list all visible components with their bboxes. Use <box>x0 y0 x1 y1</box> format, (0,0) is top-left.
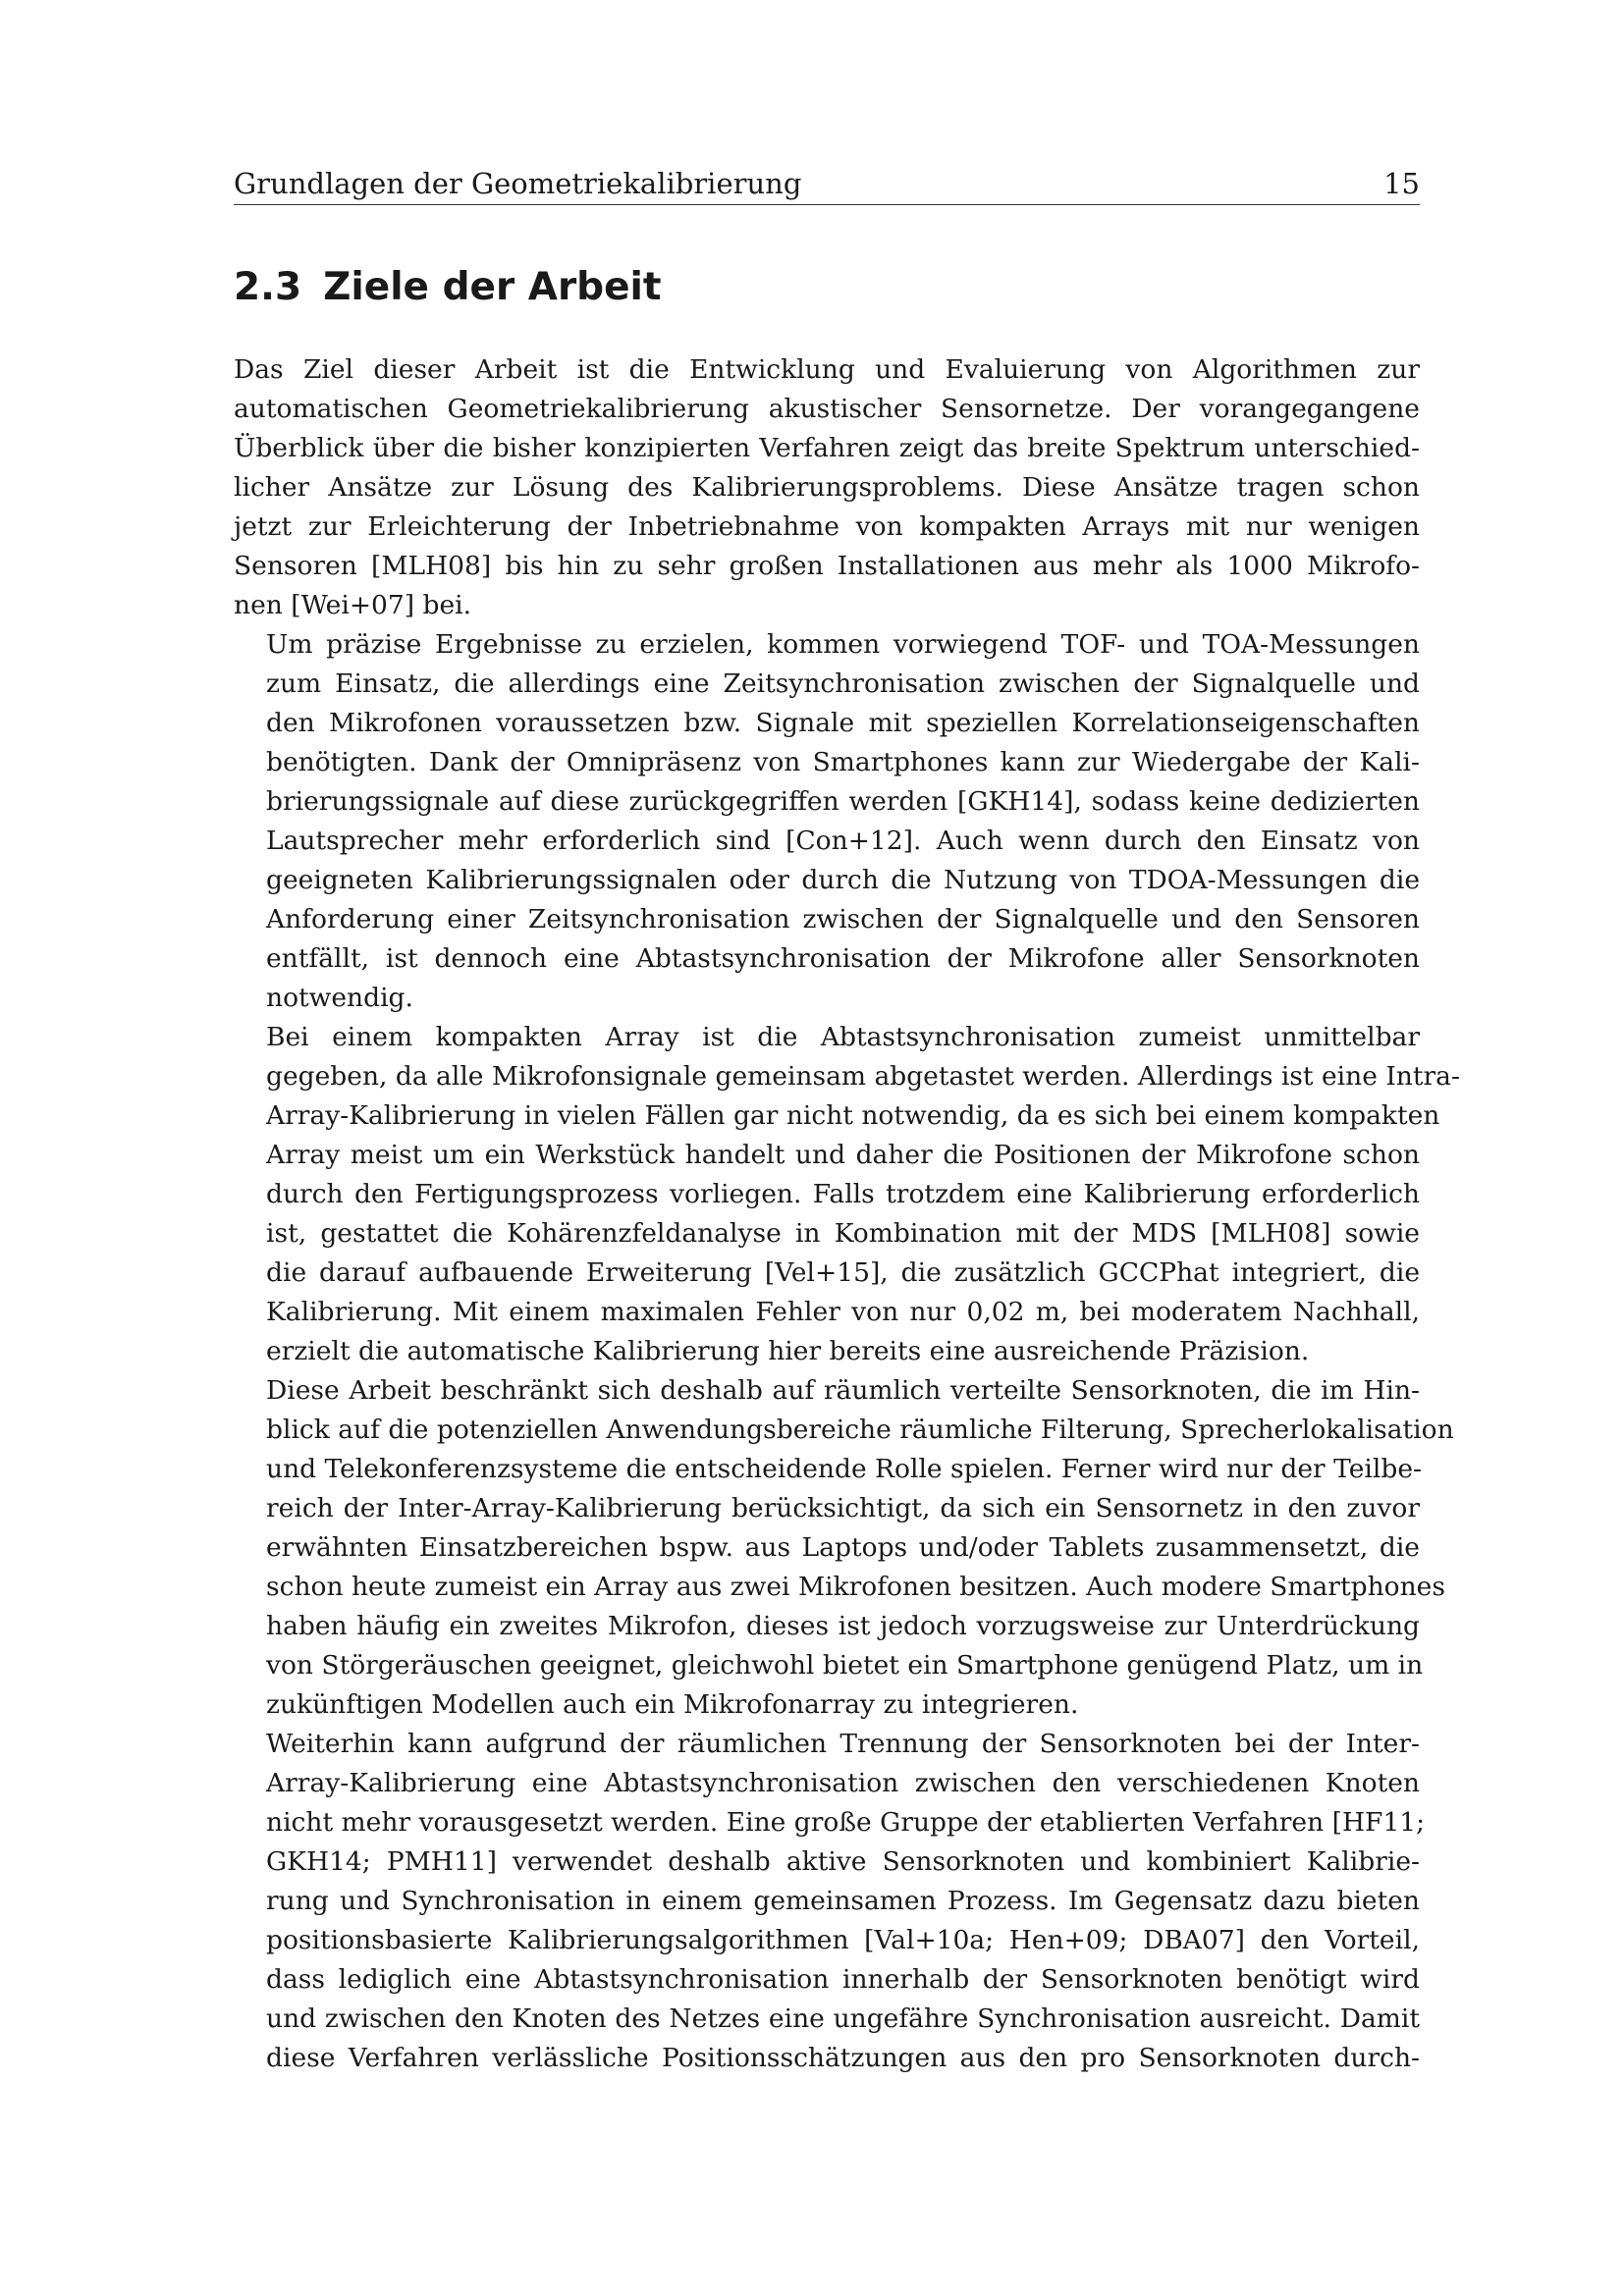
paragraph <box>234 350 1420 625</box>
text-line: Array-Kalibrierung in vielen Fällen gar nicht notwendig, da es sich bei einem kompakten <box>266 1100 1440 1131</box>
text-line: den Mikrofonen voraussetzen bzw. Signale mit speziellen Korrelationseigenschaften <box>266 708 1420 738</box>
text-line: dass lediglich eine Abtastsynchronisation innerhalb der Sensorknoten benötigt wird <box>266 1964 1420 1995</box>
text-line: ist, gestattet die Kohärenzfeldanalyse in Kombination mit der MDS [MLH08] sowie <box>266 1218 1420 1249</box>
text-line: Sensoren [MLH08] bis hin zu sehr großen Installationen aus mehr als 1000 Mikrofo- <box>234 551 1420 581</box>
text-line: GKH14; PMH11] verwendet deshalb aktive Sensorknoten und kombiniert Kalibrie- <box>266 1846 1420 1877</box>
text-line: und Telekonferenzsysteme die entscheidende Rolle spielen. Ferner wird nur der Teilbe- <box>266 1454 1422 1484</box>
text-line: Kalibrierung. Mit einem maximalen Fehler von nur 0,02 m, bei moderatem Nachhall, <box>266 1297 1420 1327</box>
text-line: reich der Inter-Array-Kalibrierung berücksichtigt, da sich ein Sensornetz in den zuvor <box>266 1493 1420 1523</box>
text-line: notwendig. <box>266 983 413 1013</box>
paragraph <box>234 1018 1460 1371</box>
paragraph <box>234 1371 1454 1725</box>
body-text <box>234 350 1460 2078</box>
text-line: Um präzise Ergebnisse zu erzielen, kommen vorwiegend TOF- und TOA-Messungen <box>266 629 1420 660</box>
text-line: haben häufig ein zweites Mikrofon, dieses ist jedoch vorzugsweise zur Unterdrückung <box>266 1611 1420 1641</box>
text-line: Anforderung einer Zeitsynchronisation zwischen der Signalquelle und den Sensoren <box>266 904 1420 934</box>
text-line: und zwischen den Knoten des Netzes eine ungefähre Synchronisation ausreicht. Damit <box>266 2003 1420 2034</box>
text-line: rung und Synchronisation in einem gemeinsamen Prozess. Im Gegensatz dazu bieten <box>266 1886 1420 1916</box>
text-line: nen [Wei+07] bei. <box>234 590 472 620</box>
paragraph <box>234 625 1420 1018</box>
text-line: die darauf aufbauende Erweiterung [Vel+15], die zusätzlich GCCPhat integriert, die <box>266 1257 1420 1288</box>
text-line: gegeben, da alle Mikrofonsignale gemeinsam abgetastet werden. Allerdings ist eine Intra- <box>266 1061 1460 1092</box>
text-line: Das Ziel dieser Arbeit ist die Entwicklung und Evaluierung von Algorithmen zur <box>234 354 1420 385</box>
text-line: benötigten. Dank der Omnipräsenz von Smartphones kann zur Wiedergabe der Kali- <box>266 747 1420 777</box>
text-line: zum Einsatz, die allerdings eine Zeitsynchronisation zwischen der Signalquelle und <box>266 668 1420 699</box>
text-line: von Störgeräuschen geeignet, gleichwohl bietet ein Smartphone genügend Platz, um in <box>266 1650 1424 1681</box>
text-line: geeigneten Kalibrierungssignalen oder durch die Nutzung von TDOA-Messungen die <box>266 865 1420 895</box>
text-line: positionsbasierte Kalibrierungsalgorithmen [Val+10a; Hen+09; DBA07] den Vorteil, <box>266 1925 1420 1955</box>
text-line: jetzt zur Erleichterung der Inbetriebnahme von kompakten Arrays mit nur wenigen <box>234 511 1420 542</box>
header-chapter-title: Grundlagen der Geometriekalibrierung <box>234 167 802 200</box>
text-line: durch den Fertigungsprozess vorliegen. Falls trotzdem eine Kalibrierung erforderlich <box>266 1179 1420 1209</box>
text-line: entfällt, ist dennoch eine Abtastsynchronisation der Mikrofone aller Sensorknoten <box>266 943 1420 974</box>
paragraph <box>234 1725 1426 2078</box>
section-heading <box>234 263 662 312</box>
text-line: Array meist um ein Werkstück handelt und daher die Positionen der Mikrofone schon <box>266 1140 1420 1170</box>
text-line: brierungssignale auf diese zurückgegriffen werden [GKH14], sodass keine dedizierten <box>266 786 1420 817</box>
section-title: Ziele der Arbeit <box>323 265 662 309</box>
section-number: 2.3 <box>234 265 302 309</box>
text-line: Weiterhin kann aufgrund der räumlichen Trennung der Sensorknoten bei der Inter- <box>266 1729 1420 1759</box>
text-line: erwähnten Einsatzbereichen bspw. aus Laptops und/oder Tablets zusammensetzt, die <box>266 1532 1420 1563</box>
text-line: Diese Arbeit beschränkt sich deshalb auf räumlich verteilte Sensorknoten, die im Hin- <box>266 1375 1420 1406</box>
text-line: automatischen Geometriekalibrierung akustischer Sensornetze. Der vorangegangene <box>234 394 1420 424</box>
text-line: Bei einem kompakten Array ist die Abtastsynchronisation zumeist unmittelbar <box>266 1022 1420 1052</box>
page-number: 15 <box>1383 167 1420 200</box>
text-line: Array-Kalibrierung eine Abtastsynchronisation zwischen den verschiedenen Knoten <box>266 1768 1420 1798</box>
text-line: Überblick über die bisher konzipierten Verfahren zeigt das breite Spektrum unterschied- <box>234 433 1420 463</box>
text-line: zukünftigen Modellen auch ein Mikrofonarray zu integrieren. <box>266 1689 1079 1720</box>
text-line: diese Verfahren verlässliche Positionsschätzungen aus den pro Sensorknoten durch- <box>266 2043 1420 2073</box>
text-line: erzielt die automatische Kalibrierung hier bereits eine ausreichende Präzision. <box>266 1336 1310 1366</box>
text-line: schon heute zumeist ein Array aus zwei Mikrofonen besitzen. Auch modere Smartphones <box>266 1572 1445 1602</box>
text-line: licher Ansätze zur Lösung des Kalibrierungsproblems. Diese Ansätze tragen schon <box>234 472 1420 503</box>
text-line: blick auf die potenziellen Anwendungsbereiche räumliche Filterung, Sprecherlokalisation <box>266 1415 1454 1445</box>
text-line: Lautsprecher mehr erforderlich sind [Con+12]. Auch wenn durch den Einsatz von <box>266 826 1420 856</box>
text-line: nicht mehr vorausgesetzt werden. Eine große Gruppe der etablierten Verfahren [HF11; <box>266 1807 1426 1838</box>
running-header <box>234 163 1420 205</box>
